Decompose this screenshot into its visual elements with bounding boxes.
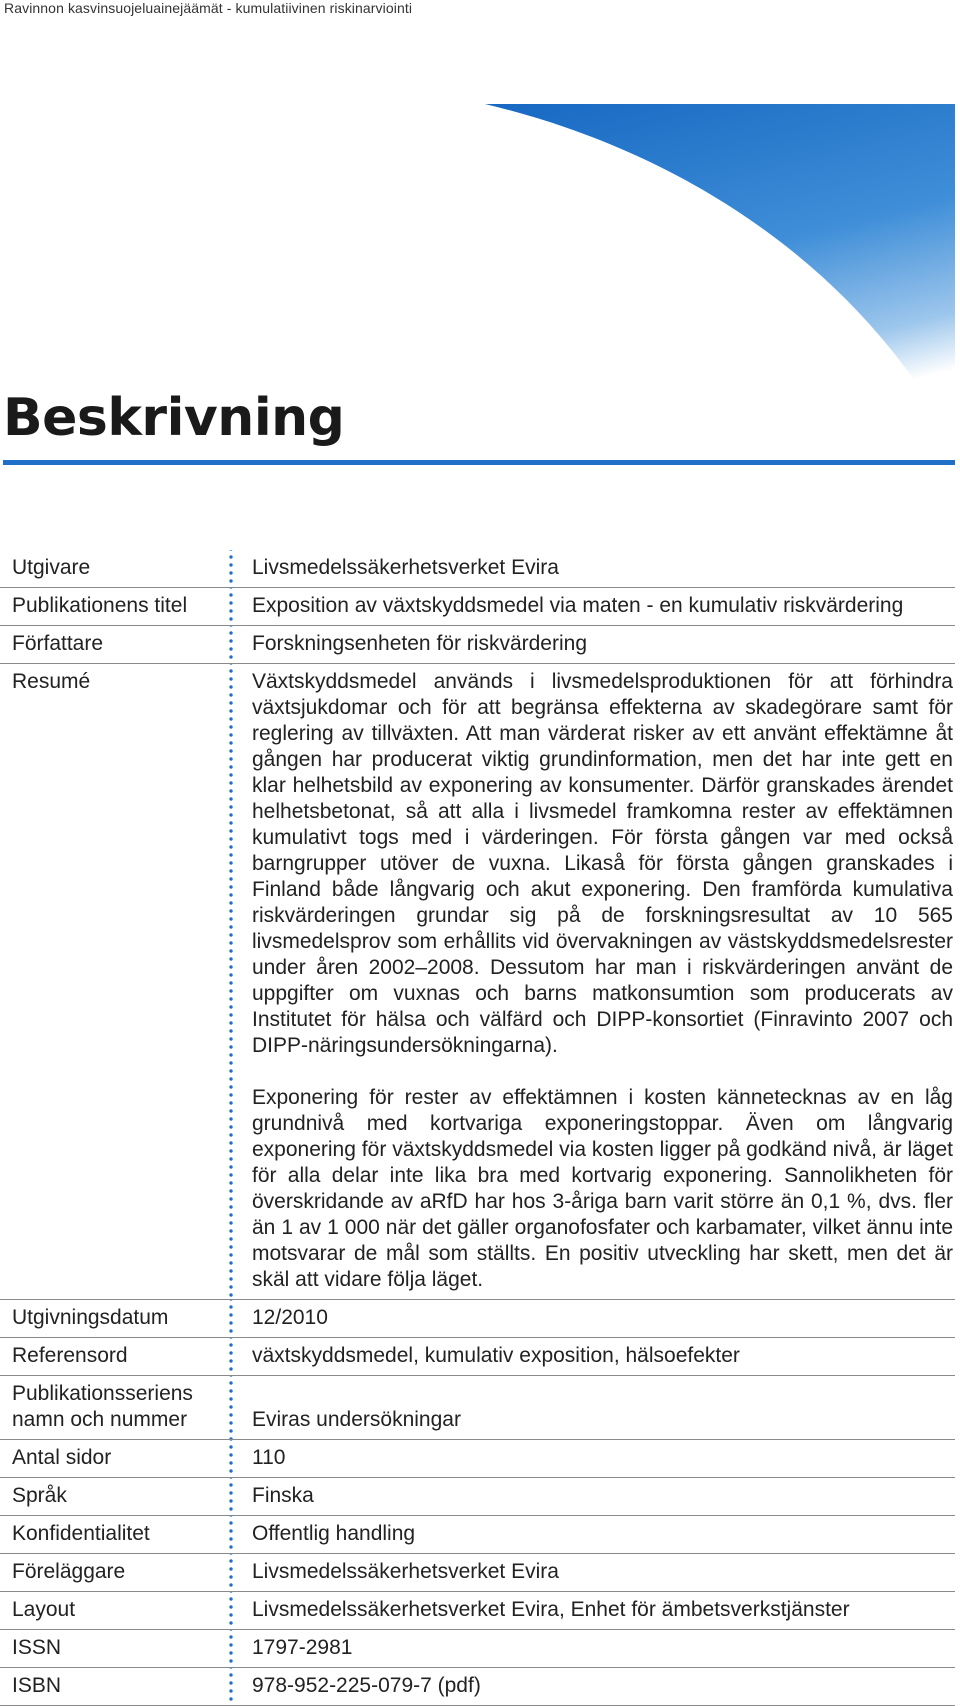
row-sprak (0, 1478, 955, 1516)
value-publikationsserie: Eviras undersökningar (252, 1408, 461, 1431)
dotted-divider (224, 550, 238, 587)
label-utgivare: Utgivare (12, 556, 91, 579)
value-forelaggare: Livsmedelssäkerhetsverket Evira (252, 1560, 559, 1583)
label-resume: Resumé (12, 670, 91, 693)
value-forfattare: Forskningsenheten för riskvärdering (252, 632, 587, 655)
label-sprak: Språk (12, 1484, 67, 1507)
dotted-divider (224, 588, 238, 625)
dotted-divider (224, 1630, 238, 1667)
value-publikationsserie-cell (238, 1376, 955, 1439)
label-publikationsserie-line2: namn och nummer (12, 1408, 188, 1431)
label-forelaggare: Föreläggare (12, 1560, 126, 1583)
label-publikationsserie (0, 1376, 224, 1439)
label-publikationsserie-line1: Publikationsseriens (12, 1382, 193, 1405)
dotted-divider (224, 1516, 238, 1553)
row-publikationsserie (0, 1376, 955, 1440)
value-konfidentialitet: Offentlig handling (252, 1522, 416, 1545)
row-titel (0, 588, 955, 626)
dotted-divider (224, 1440, 238, 1477)
running-header: Ravinnon kasvinsuojeluainejäämät - kumulatiivinen riskinarviointi (4, 0, 413, 16)
row-forfattare (0, 626, 955, 664)
label-utgivningsdatum: Utgivningsdatum (12, 1306, 169, 1329)
label-isbn: ISBN (12, 1674, 62, 1697)
value-utgivare: Livsmedelssäkerhetsverket Evira (252, 556, 559, 579)
value-utgivningsdatum: 12/2010 (252, 1306, 328, 1329)
row-referensord (0, 1338, 955, 1376)
dotted-divider (224, 1338, 238, 1375)
value-sprak: Finska (252, 1484, 314, 1507)
value-issn: 1797-2981 (252, 1636, 353, 1659)
page-title: Beskrivning (3, 388, 345, 448)
metadata-table (0, 550, 955, 1706)
row-antal-sidor (0, 1440, 955, 1478)
label-forfattare: Författare (12, 632, 104, 655)
dotted-divider (224, 664, 238, 1299)
value-spacer (252, 1381, 953, 1407)
row-utgivare (0, 550, 955, 588)
dotted-divider (224, 1554, 238, 1591)
value-antal-sidor: 110 (252, 1446, 286, 1469)
label-konfidentialitet: Konfidentialitet (12, 1522, 150, 1545)
resume-paragraph-2: Exponering för rester av effektämnen i kosten kännetecknas av en låg grundnivå med kortvariga exponeringstoppar. Även om långvarig exponering för växtskyddsmedel via kosten ligger på godkänd nivå, är läget för alla delar inte lika bra med kortvarig exponering. Sannolikheten för överskridande av aRfD har hos 3-åriga barn varit större än 0,1 %, dvs. fler än 1 av 1 000 när det gäller organofosfater och karbamater, vilket ännu inte motsvarar de mål som ställts. En positiv utveckling har skett, men det är skäl att vidare följa läget. (252, 1086, 953, 1291)
dotted-divider (224, 1592, 238, 1629)
dotted-divider (224, 1478, 238, 1515)
row-utgivningsdatum (0, 1300, 955, 1338)
dotted-divider (224, 1300, 238, 1337)
resume-paragraph-1: Växtskyddsmedel används i livsmedelsproduktionen för att förhindra växtsjukdomar och för att begränsa effekterna av skadegörare samt för reglering av tillväxten. Att man värderat risker av ett använt effektämne åt gången har producerat viktig grundinformation, men det har inte gett en klar helhetsbild av exponering av konsumenter. Därför granskades ärendet helhetsbetonat, så att alla i livsmedel framkomna rester av effektämnen kumulativt togs med i värderingen. För första gången var med också barngrupper utöver de vuxna. Likaså för första gången granskades i Finland både långvarig och akut exponering. Den framförda kumulativa riskvärderingen grundar sig på de forskningsresultat av 10 565 livsmedelsprov som erhållits vid övervakningen av västskyddsmedelsrester under åren 2002–2008. Dessutom har man i riskvärderingen använt de uppgifter om vuxnas och barns matkonsumtion som producerats av Institutet för hälsa och välfärd och DIPP-konsortiet (Finravinto 2007 och DIPP-näringsundersökningarna). (252, 670, 953, 1057)
value-layout: Livsmedelssäkerhetsverket Evira, Enhet för ämbetsverkstjänster (252, 1598, 850, 1621)
title-rule (3, 460, 955, 465)
dotted-divider (224, 626, 238, 663)
row-isbn (0, 1668, 955, 1706)
row-layout (0, 1592, 955, 1630)
dotted-divider (224, 1668, 238, 1705)
value-titel: Exposition av växtskyddsmedel via maten - en kumulativ riskvärdering (252, 594, 904, 617)
dotted-divider (224, 1376, 238, 1439)
label-titel: Publikationens titel (12, 594, 188, 617)
value-referensord: växtskyddsmedel, kumulativ exposition, hälsoefekter (252, 1344, 740, 1367)
value-isbn: 978-952-225-079-7 (pdf) (252, 1674, 481, 1697)
label-referensord: Referensord (12, 1344, 128, 1367)
label-antal-sidor: Antal sidor (12, 1446, 112, 1469)
row-issn (0, 1630, 955, 1668)
label-layout: Layout (12, 1598, 76, 1621)
value-resume (238, 664, 955, 1299)
row-resume (0, 664, 955, 1300)
row-forelaggare (0, 1554, 955, 1592)
row-konfidentialitet (0, 1516, 955, 1554)
label-issn: ISSN (12, 1636, 62, 1659)
